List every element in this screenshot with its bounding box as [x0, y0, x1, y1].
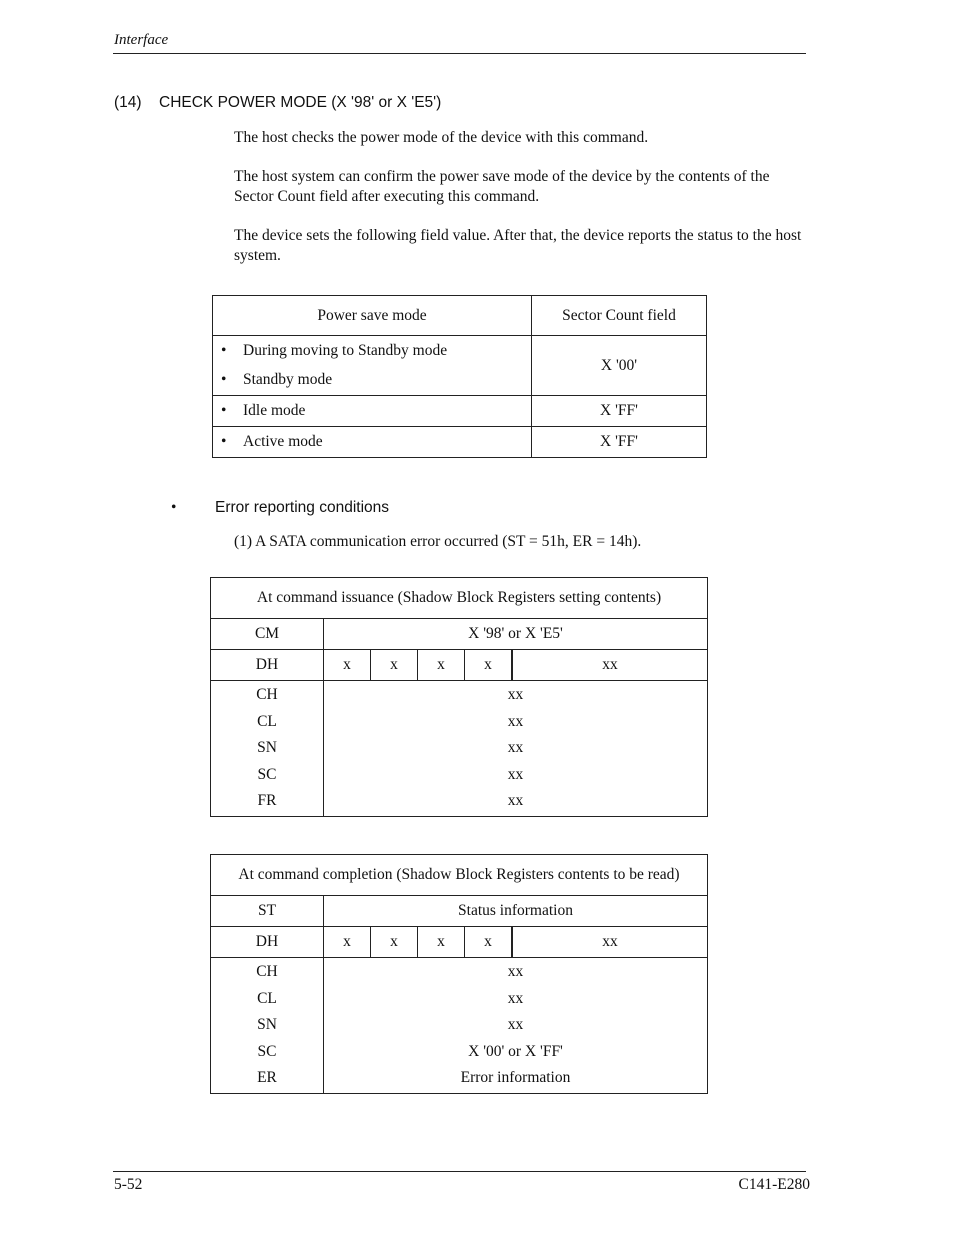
register-value: xx — [507, 686, 524, 703]
mode-line — [221, 337, 531, 366]
register-value: xx — [507, 739, 524, 756]
mode-line — [221, 433, 531, 451]
power-table-row — [213, 396, 707, 427]
bullet-icon: • — [221, 342, 227, 359]
register-name: CL — [257, 989, 277, 1007]
register-value: xx — [507, 963, 524, 980]
header-rule — [113, 53, 806, 54]
issuance-title-row — [211, 578, 708, 619]
dh-bit: x — [418, 650, 465, 681]
error-condition-item: (1) A SATA communication error occurred (ST = 51h, ER = 14h). — [234, 533, 642, 550]
sector-count-value: X 'FF' — [532, 396, 707, 427]
power-table-mode-cell — [213, 396, 532, 427]
register-name: ST — [211, 896, 324, 927]
power-mode-table — [212, 295, 707, 458]
section-heading — [114, 94, 441, 112]
dh-bit: x — [324, 650, 371, 681]
register-name: CM — [211, 619, 324, 650]
register-value: xx — [507, 792, 524, 809]
error-conditions-heading: Error reporting conditions — [215, 499, 390, 516]
register-value: xx — [507, 989, 524, 1007]
mode-label: Idle mode — [243, 402, 306, 419]
paragraph-1: The host checks the power mode of the device with this command. — [234, 129, 649, 146]
register-name: FR — [257, 792, 277, 809]
register-value: X '98' or X 'E5' — [324, 619, 708, 650]
power-table-mode-cell — [213, 427, 532, 458]
page-number: 5-52 — [114, 1176, 143, 1193]
mode-line — [221, 366, 531, 395]
dh-bit: x — [324, 927, 371, 958]
issuance-dh-row — [211, 650, 708, 681]
footer-rule — [113, 1171, 806, 1172]
issuance-register-block — [211, 681, 708, 817]
register-name: CH — [256, 963, 278, 980]
register-name-list — [211, 958, 324, 1094]
bullet-icon: • — [221, 433, 227, 450]
issuance-table-title: At command issuance (Shadow Block Registers setting contents) — [211, 578, 708, 619]
register-name: SN — [257, 1016, 277, 1033]
completion-register-block — [211, 958, 708, 1094]
paragraph-2: The host system can confirm the power save mode of the device by the contents of the Sector Count field after executing this command. — [234, 168, 770, 205]
register-name: DH — [211, 927, 324, 958]
section-title: CHECK POWER MODE (X '98' or X 'E5') — [159, 94, 442, 111]
sector-count-value: X '00' — [532, 336, 707, 396]
register-name: SC — [257, 765, 277, 783]
register-value: xx — [507, 765, 524, 783]
mode-label: During moving to Standby mode — [243, 342, 448, 359]
completion-table-title: At command completion (Shadow Block Registers contents to be read) — [211, 855, 708, 896]
register-value: Status information — [324, 896, 708, 927]
register-name: DH — [211, 650, 324, 681]
completion-dh-row — [211, 927, 708, 958]
power-table-header-mode: Power save mode — [213, 296, 532, 336]
error-bullet-icon: • — [171, 499, 177, 516]
completion-title-row — [211, 855, 708, 896]
register-value-list — [324, 681, 708, 817]
paragraph-3: The device sets the following field value. After that, the device reports the status to the host system. — [234, 227, 802, 264]
power-table-header-row — [213, 296, 707, 336]
mode-line — [221, 402, 531, 420]
sector-count-value: X 'FF' — [532, 427, 707, 458]
dh-value: xx — [512, 927, 708, 958]
register-name: SN — [257, 739, 277, 756]
power-table-row — [213, 427, 707, 458]
dh-bit: x — [465, 650, 513, 681]
power-table-mode-cell — [213, 336, 532, 396]
mode-label: Standby mode — [243, 371, 333, 388]
dh-value: xx — [512, 650, 708, 681]
power-table-header-sector-count: Sector Count field — [532, 296, 707, 336]
completion-register-table — [210, 854, 708, 1094]
bullet-icon: • — [221, 371, 227, 388]
register-name: CL — [257, 712, 277, 730]
completion-st-row — [211, 896, 708, 927]
dh-bit: x — [371, 650, 418, 681]
register-name-list — [211, 681, 324, 817]
bullet-icon: • — [221, 402, 227, 419]
register-value: Error information — [460, 1069, 571, 1086]
dh-bit: x — [371, 927, 418, 958]
register-value: X '00' or X 'FF' — [468, 1042, 563, 1060]
register-value: xx — [507, 1016, 524, 1033]
dh-bit: x — [418, 927, 465, 958]
section-number: (14) — [114, 94, 142, 111]
dh-bit: x — [465, 927, 513, 958]
issuance-cm-row — [211, 619, 708, 650]
register-name: CH — [256, 686, 278, 703]
register-name: ER — [257, 1069, 277, 1086]
running-header: Interface — [114, 32, 169, 48]
document-code: C141-E280 — [738, 1176, 810, 1193]
issuance-register-table — [210, 577, 708, 817]
register-value: xx — [507, 712, 524, 730]
mode-label: Active mode — [243, 433, 323, 450]
power-table-row — [213, 336, 707, 396]
register-value-list — [324, 958, 708, 1094]
register-name: SC — [257, 1042, 277, 1060]
